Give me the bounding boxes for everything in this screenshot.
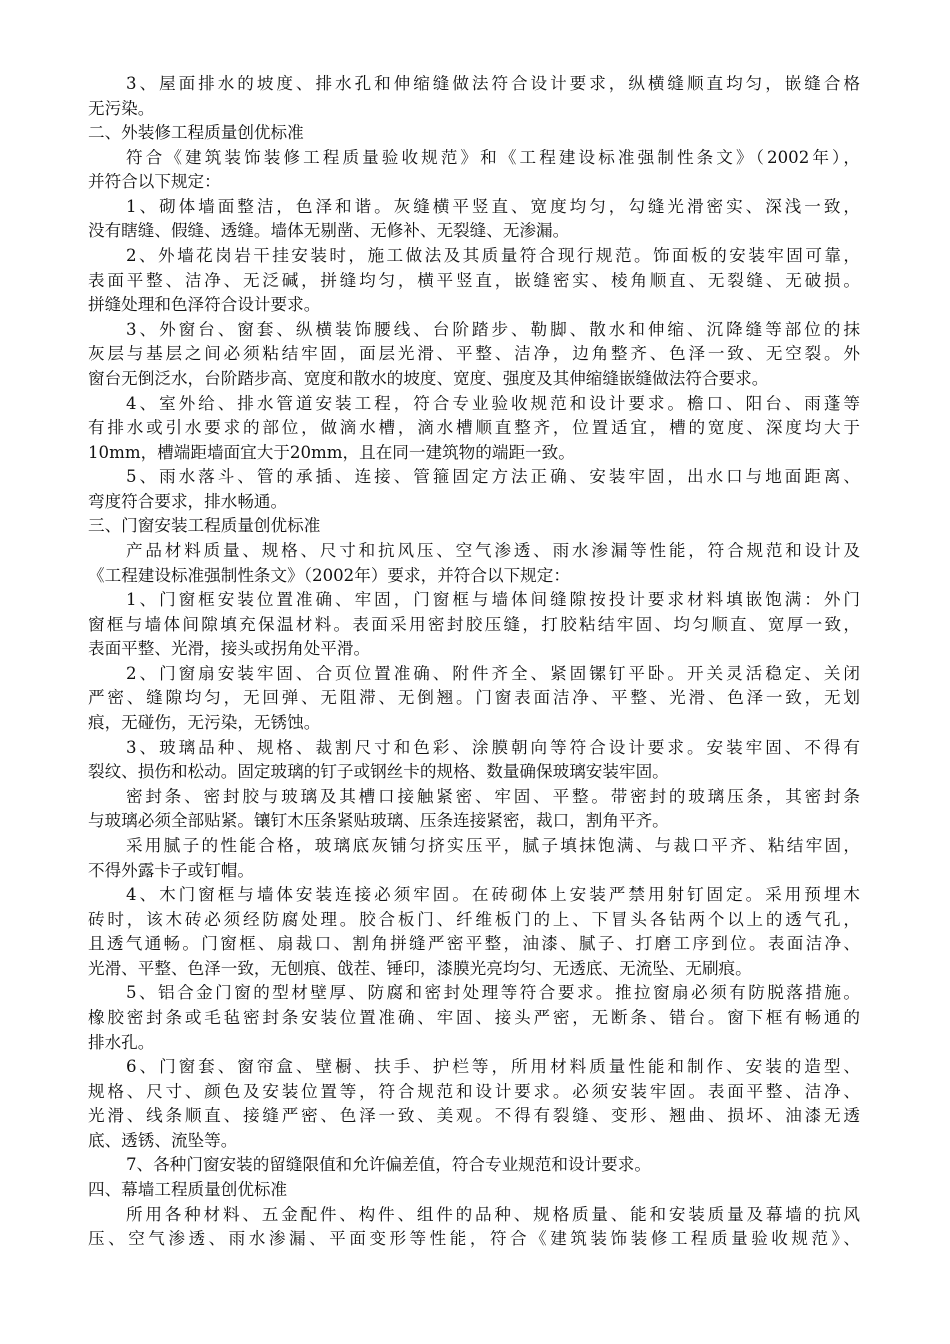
text-line: 灰层与基层之间必须粘结牢固，面层光滑、平整、洁净，边角整齐、色泽一致、无空裂。外 — [88, 344, 860, 364]
text-line: 10mm，槽端距墙面宜大于20mm，且在同一建筑物的端距一致。 — [88, 442, 575, 462]
text-line: 4、木门窗框与墙体安装连接必须牢固。在砖砌体上安装严禁用射钉固定。采用预埋木 — [126, 885, 860, 905]
text-line: 不得外露卡子或钉帽。 — [88, 860, 254, 880]
text-line: 窗框与墙体间隙填充保温材料。表面采用密封胶压缝，打胶粘结牢固、均匀顺直、宽厚一致， — [88, 614, 860, 634]
text-line: 痕，无碰伤，无污染，无锈蚀。 — [88, 713, 321, 733]
text-line: 所用各种材料、五金配件、构件、组件的品种、规格质量、能和安装质量及幕墙的抗风 — [126, 1204, 860, 1224]
text-line: 且透气通畅。门窗框、扇裁口、割角拼缝严密平整，油漆、腻子、打磨工序到位。表面洁净、 — [88, 934, 860, 954]
section-heading: 二、外装修工程质量创优标准 — [88, 123, 304, 143]
text-line: 有排水或引水要求的部位，做滴水槽，滴水槽顺直整齐，位置适宜，槽的宽度、深度均大于 — [88, 418, 860, 438]
text-line: 1、门窗框安装位置准确、牢固，门窗框与墙体间缝隙按投计要求材料填嵌饱满：外门 — [126, 590, 860, 610]
text-line: 无污染。 — [88, 98, 155, 118]
text-line: 规格、尺寸、颜色及安装位置等，符合规范和设计要求。必须安装牢固。表面平整、洁净、 — [88, 1081, 860, 1101]
text-line: 没有瞎缝、假缝、透缝。墙体无剔凿、无修补、无裂缝、无渗漏。 — [88, 221, 570, 241]
text-line: 3、玻璃品种、规格、裁割尺寸和色彩、涂膜朝向等符合设计要求。安装牢固、不得有 — [126, 737, 860, 757]
text-line: 底、透锈、流坠等。 — [88, 1130, 238, 1150]
text-line: 7、各种门窗安装的留缝限值和允许偏差值，符合专业规范和设计要求。 — [126, 1155, 651, 1175]
text-line: 表面平整、光滑，接头或拐角处平滑。 — [88, 639, 371, 659]
text-line: 3、外窗台、窗套、纵横装饰腰线、台阶踏步、勒脚、散水和伸缩、沉降缝等部位的抹 — [126, 319, 860, 339]
text-line: 严密、缝隙均匀，无回弹、无阻滞、无倒翘。门窗表面洁净、平整、光滑、色泽一致，无划 — [88, 688, 860, 708]
text-line: 压、空气渗透、雨水渗漏、平面变形等性能，符合《建筑装饰装修工程质量验收规范》、 — [88, 1229, 860, 1249]
text-line: 产品材料质量、规格、尺寸和抗风压、空气渗透、雨水渗漏等性能，符合规范和设计及 — [126, 540, 860, 560]
text-line: 表面平整、洁净、无泛碱，拼缝均匀，横平竖直，嵌缝密实、棱角顺直、无裂缝、无破损。 — [88, 270, 860, 290]
text-line: 3、屋面排水的坡度、排水孔和伸缩缝做法符合设计要求，纵横缝顺直均匀，嵌缝合格 — [126, 74, 860, 93]
text-line: 并符合以下规定： — [88, 172, 221, 192]
text-line: 光滑、平整、色泽一致，无刨痕、戗茬、锤印，漆膜光亮均匀、无透底、无流坠、无刷痕。 — [88, 958, 752, 978]
text-line: 拼缝处理和色泽符合设计要求。 — [88, 295, 321, 315]
text-line: 2、外墙花岗岩干挂安装时，施工做法及其质量符合现行规范。饰面板的安装牢固可靠， — [126, 246, 860, 266]
text-line: 与玻璃必须全部贴紧。镶钉木压条紧贴玻璃、压条连接紧密，裁口，割角平齐。 — [88, 811, 669, 831]
text-line: 《工程建设标准强制性条文》（2002年）要求，并符合以下规定： — [88, 565, 570, 585]
text-line: 6、门窗套、窗帘盒、壁橱、扶手、护栏等，所用材料质量性能和制作、安装的造型、 — [126, 1057, 860, 1077]
text-line: 4、室外给、排水管道安装工程，符合专业验收规范和设计要求。檐口、阳台、雨蓬等 — [126, 393, 860, 413]
text-line: 采用腻子的性能合格，玻璃底灰铺匀挤实压平，腻子填抹饱满、与裁口平齐、粘结牢固， — [126, 835, 860, 855]
text-line: 2、门窗扇安装牢固、合页位置准确、附件齐全、紧固镙钉平卧。开关灵活稳定、关闭 — [126, 663, 860, 683]
text-line: 排水孔。 — [88, 1032, 155, 1052]
text-line: 橡胶密封条或毛毡密封条安装位置准确、牢固、接头严密，无断条、错台。窗下框有畅通的 — [88, 1007, 860, 1027]
text-line: 砖时，该木砖必须经防腐处理。胶合板门、纤维板门的上、下冒头各钻两个以上的透气孔， — [88, 909, 860, 929]
section-heading: 三、门窗安装工程质量创优标准 — [88, 516, 321, 536]
text-line: 符合《建筑装饰装修工程质量验收规范》和《工程建设标准强制性条文》（2002年）， — [126, 147, 860, 167]
text-line: 密封条、密封胶与玻璃及其槽口接触紧密、牢固、平整。带密封的玻璃压条，其密封条 — [126, 786, 860, 806]
text-line: 1、砌体墙面整洁，色泽和谐。灰缝横平竖直、宽度均匀，勾缝光滑密实、深浅一致， — [126, 196, 860, 216]
text-line: 弯度符合要求，排水畅通。 — [88, 491, 288, 511]
text-line: 光滑、线条顺直、接缝严密、色泽一致、美观。不得有裂缝、变形、翘曲、损坏、油漆无透 — [88, 1106, 860, 1126]
document-page — [88, 72, 860, 1252]
text-line: 窗台无倒泛水，台阶踏步高、宽度和散水的坡度、宽度、强度及其伸缩缝嵌缝做法符合要求。 — [88, 368, 769, 388]
text-line: 5、雨水落斗、管的承插、连接、管箍固定方法正确、安装牢固，出水口与地面距离、 — [126, 467, 860, 487]
text-line: 5、铝合金门窗的型材壁厚、防腐和密封处理等符合要求。推拉窗扇必须有防脱落措施。 — [126, 983, 860, 1003]
section-heading: 四、幕墙工程质量创优标准 — [88, 1180, 288, 1200]
text-line: 裂纹、损伤和松动。固定玻璃的钉子或钢丝卡的规格、数量确保玻璃安装牢固。 — [88, 762, 669, 782]
